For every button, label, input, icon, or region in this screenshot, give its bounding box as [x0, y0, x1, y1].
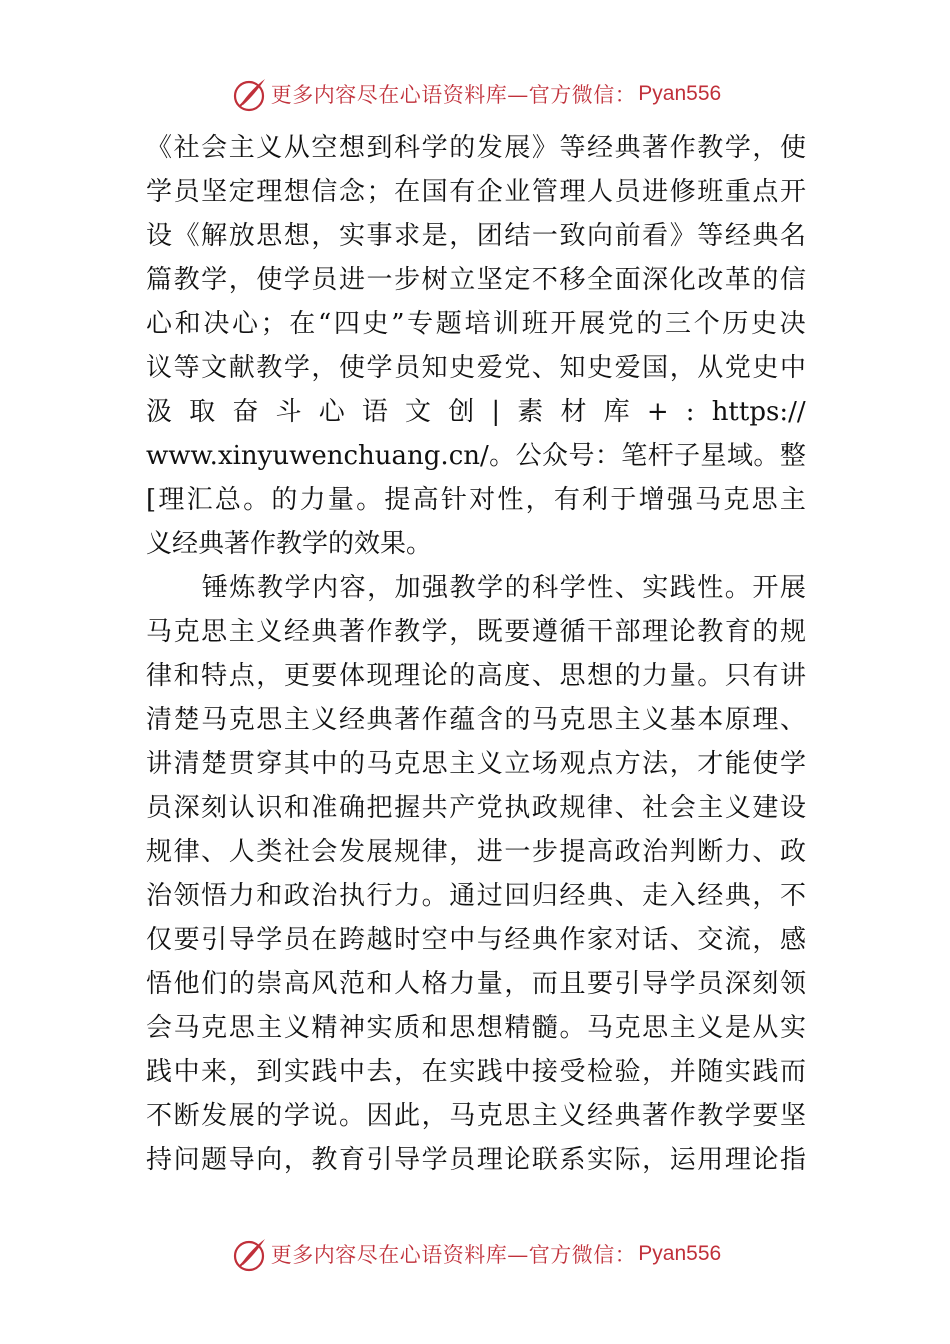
- text-line: 员 深 刻 认 识 和 准 确 把 握 共 产 党 执 政 规 律 、 社 会 主 义 建 设: [146, 793, 806, 823]
- footer-banner-text: 更多内容尽在心语资料库—官方微信：: [270, 1243, 637, 1267]
- text-line: 议 等 文 献 教 学 ， 使 学 员 知 史 爱 党 、 知 史 爱 国 ， 从 党 史 中: [146, 353, 806, 383]
- text-line: 锤 炼 教 学 内 容 ， 加 强 教 学 的 科 学 性 、 实 践 性 。 开 展: [202, 573, 806, 603]
- header-banner-text: 更多内容尽在心语资料库—官方微信：: [270, 83, 637, 107]
- text-line: 义经典著作教学的效果。: [146, 529, 433, 559]
- quill-logo-icon: [229, 74, 269, 114]
- text-line: 规 律 、 人 类 社 会 发 展 规 律 ， 进 一 步 提 高 政 治 判 断 力 、 政: [146, 837, 806, 867]
- text-line: 《 社 会 主 义 从 空 想 到 科 学 的 发 展 》 等 经 典 著 作 教 学 ， 使: [146, 133, 806, 163]
- text-line: 会 马 克 思 主 义 精 神 实 质 和 思 想 精 髓 。 马 克 思 主 义 是 从 实: [146, 1013, 806, 1043]
- header-wechat-id: Pyan556: [638, 82, 722, 105]
- text-line: 心 和 决 心 ； 在 “ 四 史 ” 专 题 培 训 班 开 展 党 的 三 个 历 史 决: [146, 309, 806, 339]
- text-line: 治 领 悟 力 和 政 治 执 行 力 。 通 过 回 归 经 典 、 走 入 经 典 ， 不: [146, 881, 806, 911]
- text-line: 讲 清 楚 贯 穿 其 中 的 马 克 思 主 义 立 场 观 点 方 法 ， 才 能 使 学: [146, 749, 806, 779]
- footer-banner: [0, 1232, 950, 1276]
- text-line: 悟 他 们 的 崇 高 风 范 和 人 格 力 量 ， 而 且 要 引 导 学 员 深 刻 领: [146, 969, 806, 999]
- text-line: 马 克 思 主 义 经 典 著 作 教 学 ， 既 要 遵 循 干 部 理 论 教 育 的 规: [146, 617, 806, 647]
- header-banner: [0, 72, 950, 116]
- text-line: 持 问 题 导 向 ， 教 育 引 导 学 员 理 论 联 系 实 际 ， 运 用 理 论 指: [146, 1145, 806, 1175]
- footer-wechat-id: Pyan556: [638, 1242, 722, 1265]
- text-line: 汲 取 奋 斗 心 语 文 创 | 素 材 库 + : https://: [146, 397, 806, 427]
- text-line: 律 和 特 点 ， 更 要 体 现 理 论 的 高 度 、 思 想 的 力 量 。 只 有 讲: [146, 661, 806, 691]
- text-line: 篇 教 学 ， 使 学 员 进 一 步 树 立 坚 定 不 移 全 面 深 化 改 革 的 信: [146, 265, 806, 295]
- text-line: 不 断 发 展 的 学 说 。 因 此 ， 马 克 思 主 义 经 典 著 作 教 学 要 坚: [146, 1101, 806, 1131]
- text-line: 设 《 解 放 思 想 ， 实 事 求 是 ， 团 结 一 致 向 前 看 》 等 经 典 名: [146, 221, 806, 251]
- text-line: 清 楚 马 克 思 主 义 经 典 著 作 蕴 含 的 马 克 思 主 义 基 本 原 理 、: [146, 705, 806, 735]
- document-body: [146, 126, 806, 1182]
- text-line: 仅 要 引 导 学 员 在 跨 越 时 空 中 与 经 典 作 家 对 话 、 交 流 ， 感: [146, 925, 806, 955]
- text-line: [ 理 汇 总 。 的 力 量 。 提 高 针 对 性 ， 有 利 于 增 强 马 克 思 主: [146, 485, 806, 515]
- text-line: 践 中 来 ， 到 实 践 中 去 ， 在 实 践 中 接 受 检 验 ， 并 随 实 践 而: [146, 1057, 806, 1087]
- text-line: www.xinyuwenchuang.cn/ 。 公 众 号 ： 笔 杆 子 星 域 。 整: [146, 441, 806, 471]
- text-line: 学 员 坚 定 理 想 信 念 ； 在 国 有 企 业 管 理 人 员 进 修 班 重 点 开: [146, 177, 806, 207]
- quill-logo-icon: [229, 1234, 269, 1274]
